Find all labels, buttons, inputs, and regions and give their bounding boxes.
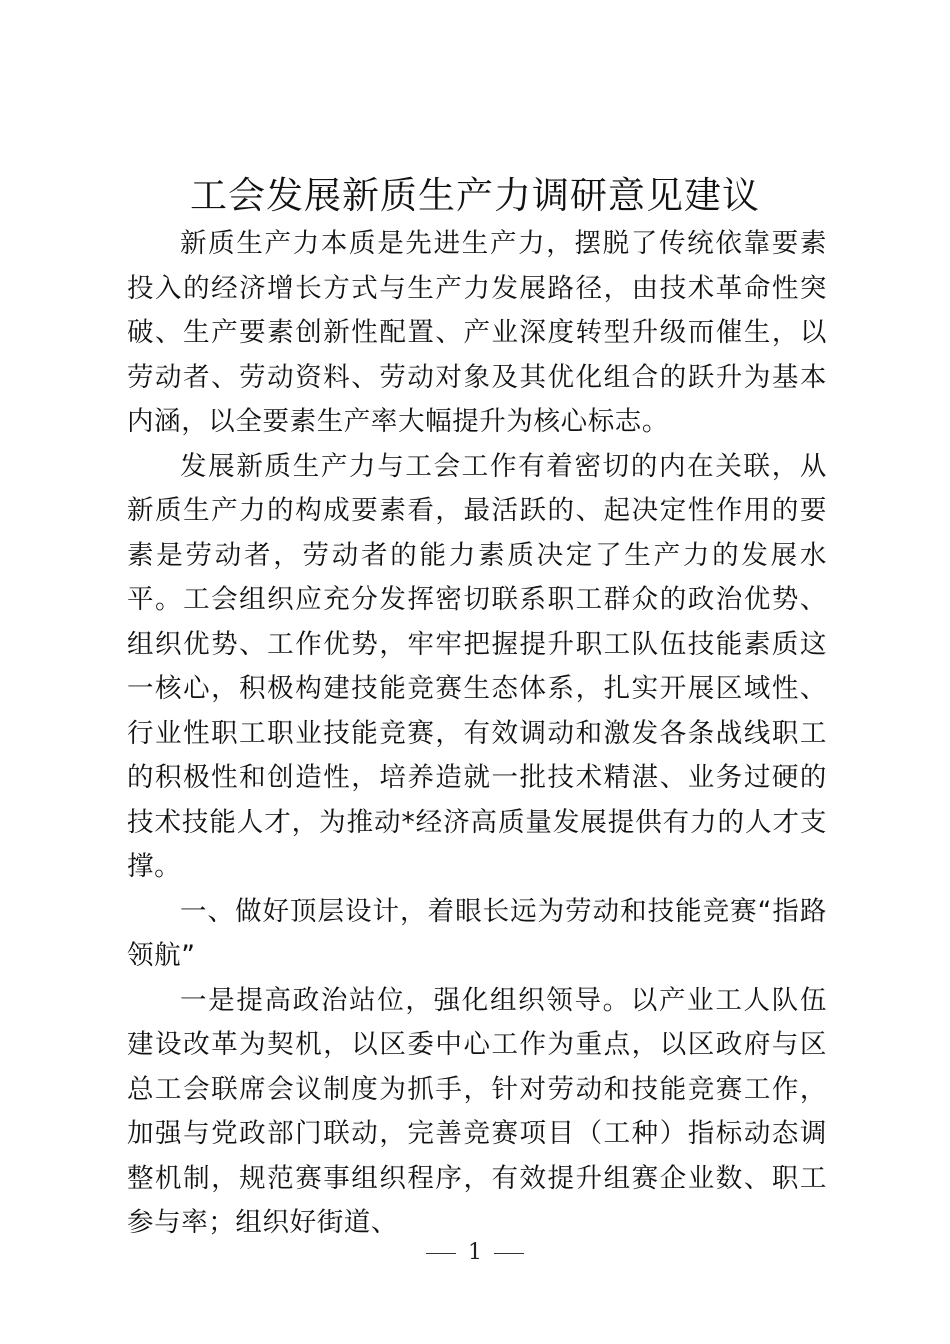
footer-dash-right xyxy=(494,1253,524,1254)
document-body xyxy=(127,222,827,1246)
page-footer xyxy=(0,1236,950,1270)
footer-dash-left xyxy=(426,1253,456,1254)
page-number: 1 xyxy=(468,1240,482,1265)
document-title: 工会发展新质生产力调研意见建议 xyxy=(190,174,760,217)
paragraph-1: 新质生产力本质是先进生产力，摆脱了传统依靠要素投入的经济增长方式与生产力发展路径，由技术革命性突破、生产要素创新性配置、产业深度转型升级而催生，以劳动者、劳动资料、劳动对象及其优化组合的跃升为基本内涵，以全要素生产率大幅提升为核心标志。 xyxy=(127,228,827,437)
paragraph-2: 发展新质生产力与工会工作有着密切的内在关联，从新质生产力的构成要素看，最活跃的、起决定性作用的要素是劳动者，劳动者的能力素质决定了生产力的发展水平。工会组织应充分发挥密切联系职工群众的政治优势、组织优势、工作优势，牢牢把握提升职工队伍技能素质这一核心，积极构建技能竞赛生态体系，扎实开展区域性、行业性职工职业技能竞赛，有效调动和激发各条战线职工的积极性和创造性，培养造就一批技术精湛、业务过硬的技术技能人才，为推动*经济高质量发展提供有力的人才支撑。 xyxy=(127,450,827,882)
section-heading-1: 一、做好顶层设计，着眼长远为劳动和技能竞赛“指路领航” xyxy=(127,895,827,971)
paragraph-3: 一是提高政治站位，强化组织领导。以产业工人队伍建设改革为契机，以区委中心工作为重点，以区政府与区总工会联席会议制度为抓手，针对劳动和技能竞赛工作，加强与党政部门联动，完善竞赛项目（工种）指标动态调整机制，规范赛事组织程序，有效提升组赛企业数、职工参与率；组织好街道、 xyxy=(127,984,827,1238)
